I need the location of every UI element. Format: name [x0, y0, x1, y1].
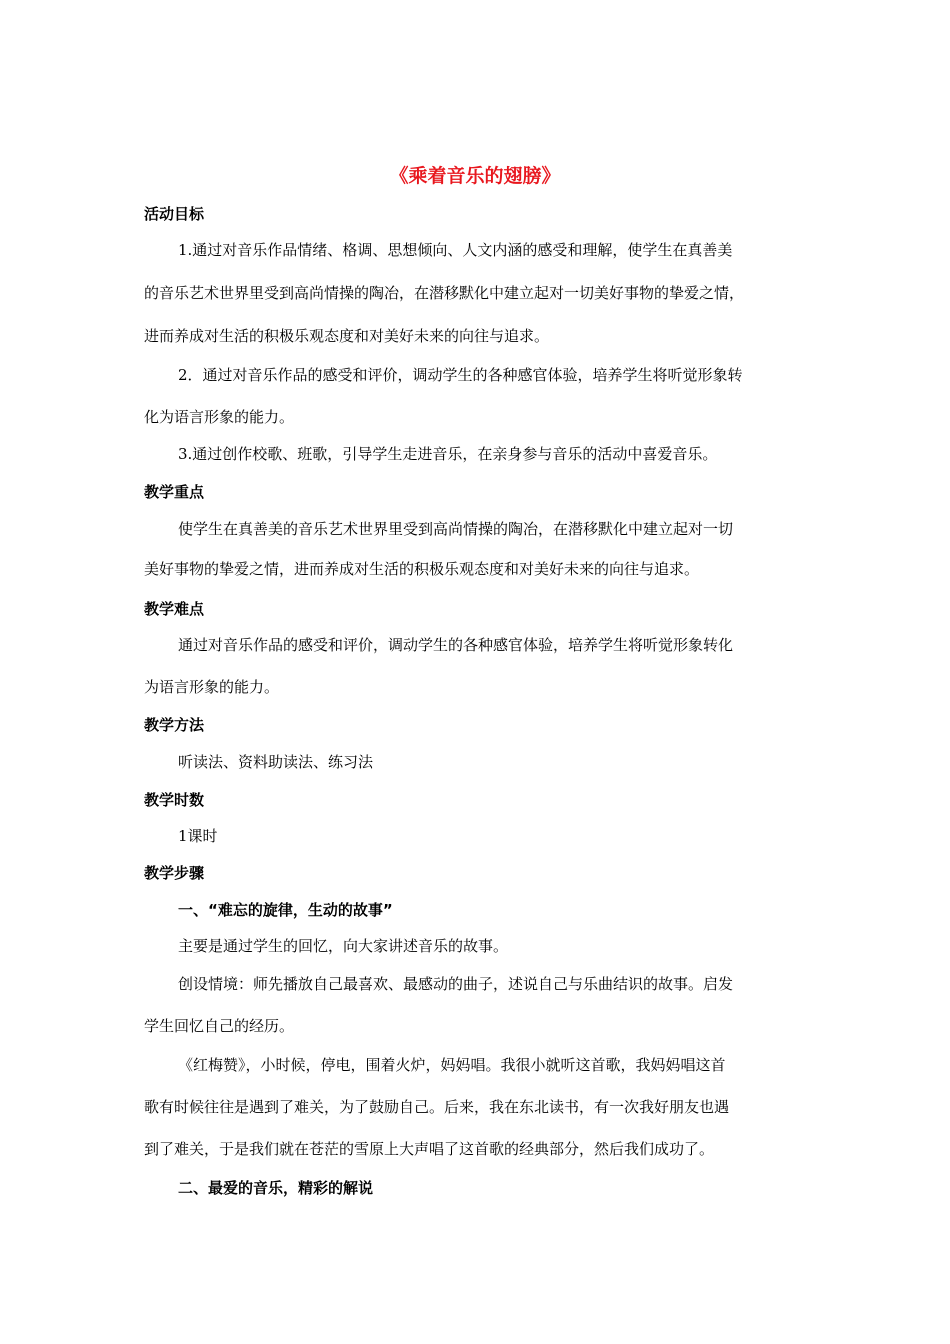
paragraph-line: 到了难关，于是我们就在苍茫的雪原上大声唱了这首歌的经典部分，然后我们成功了。 [144, 1140, 715, 1158]
paragraph-line: 通过对音乐作品的感受和评价，调动学生的各种感官体验，培养学生将听觉形象转化 [178, 636, 734, 654]
paragraph-line: 1课时 [178, 827, 218, 845]
section-heading-goals: 活动目标 [144, 205, 205, 223]
paragraph-line: 1.通过对音乐作品情绪、格调、思想倾向、人文内涵的感受和理解，使学生在真善美 [178, 241, 733, 259]
section-heading-hours: 教学时数 [144, 791, 205, 809]
paragraph-line: 2．通过对音乐作品的感受和评价，调动学生的各种感官体验，培养学生将听觉形象转 [178, 366, 743, 384]
paragraph-line: 创设情境：师先播放自己最喜欢、最感动的曲子，述说自己与乐曲结识的故事。启发 [178, 975, 734, 993]
paragraph-line: 3.通过创作校歌、班歌，引导学生走进音乐，在亲身参与音乐的活动中喜爱音乐。 [178, 445, 718, 463]
step-heading-2: 二、最爱的音乐，精彩的解说 [178, 1179, 374, 1197]
section-heading-key: 教学重点 [144, 483, 205, 501]
paragraph-line: 的音乐艺术世界里受到高尚情操的陶冶，在潜移默化中建立起对一切美好事物的挚爱之情， [144, 284, 745, 302]
step-heading-1: 一、“难忘的旋律，生动的故事” [178, 901, 393, 919]
paragraph-line: 美好事物的挚爱之情，进而养成对生活的积极乐观态度和对美好未来的向往与追求。 [144, 560, 700, 578]
paragraph-line: 听读法、资料助读法、练习法 [178, 753, 374, 771]
paragraph-line: 歌有时候往往是遇到了难关，为了鼓励自己。后来，我在东北读书，有一次我好朋友也遇 [144, 1098, 730, 1116]
paragraph-line: 进而养成对生活的积极乐观态度和对美好未来的向往与追求。 [144, 327, 550, 345]
paragraph-line: 主要是通过学生的回忆，向大家讲述音乐的故事。 [178, 937, 509, 955]
paragraph-line: 学生回忆自己的经历。 [144, 1017, 295, 1035]
section-heading-method: 教学方法 [144, 716, 205, 734]
paragraph-line: 化为语言形象的能力。 [144, 408, 295, 426]
paragraph-line: 使学生在真善美的音乐艺术世界里受到高尚情操的陶冶，在潜移默化中建立起对一切 [178, 520, 734, 538]
paragraph-line: 为语言形象的能力。 [144, 678, 280, 696]
paragraph-line: 《红梅赞》，小时候，停电，围着火炉，妈妈唱。我很小就听这首歌，我妈妈唱这首 [178, 1056, 726, 1074]
section-heading-difficulty: 教学难点 [144, 600, 205, 618]
document-title: 《乘着音乐的翅膀》 [389, 165, 561, 187]
section-heading-steps: 教学步骤 [144, 864, 205, 882]
